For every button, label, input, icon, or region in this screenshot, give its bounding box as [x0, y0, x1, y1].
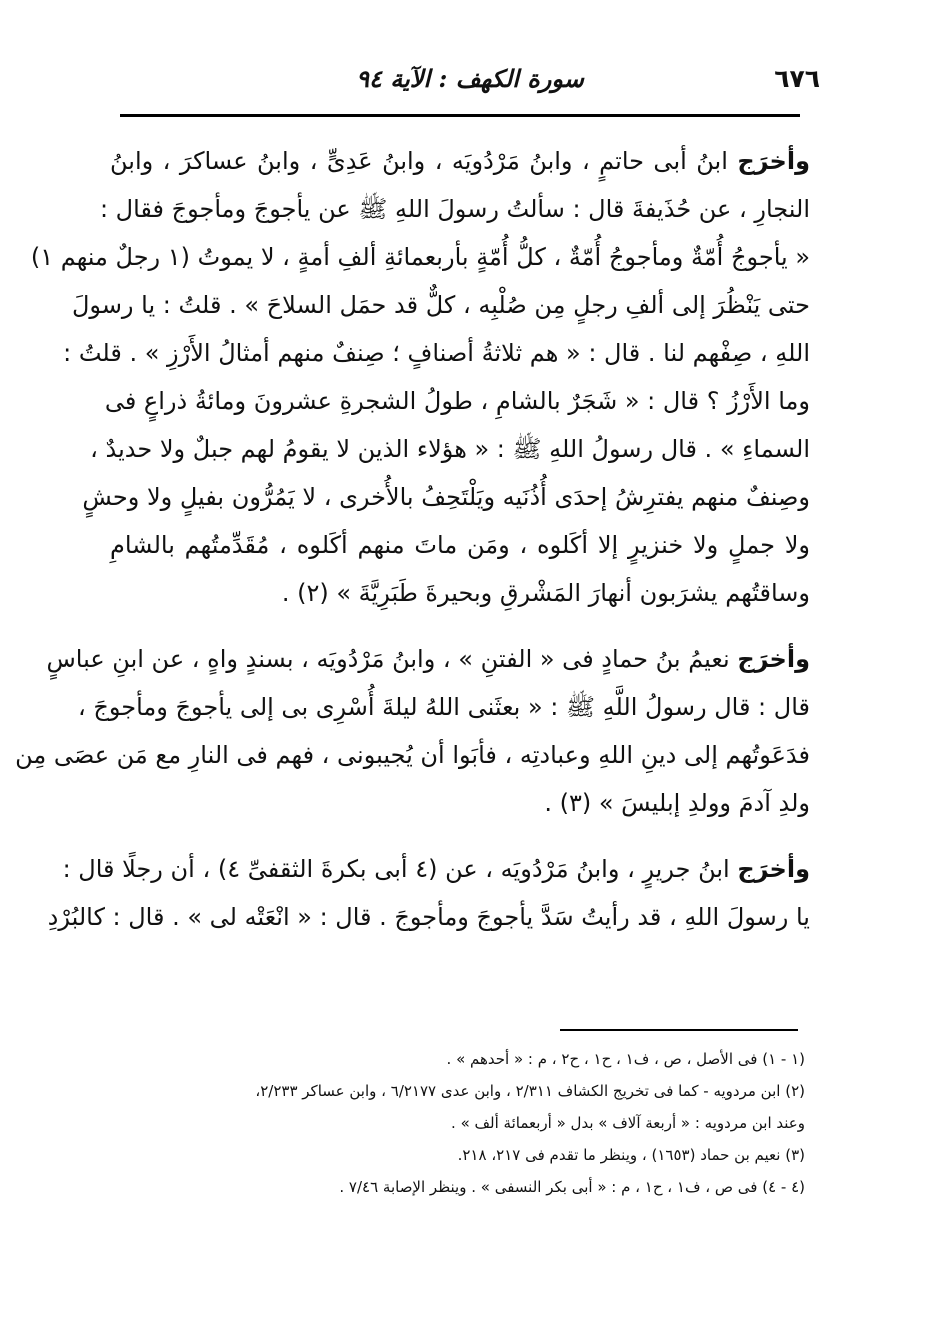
line-text: نعيمُ بنُ حمادٍ فى « الفتنِ » ، وابنُ مَرْدُويَه ، بسندٍ واهٍ ، عن ابنِ عباسٍ [46, 645, 730, 673]
text-line [62, 845, 810, 893]
line-text: ابنُ أبى حاتمٍ ، وابنُ مَرْدُويَه ، وابنُ عَدِىٍّ ، وابنُ عساكرَ ، وابنُ [110, 147, 728, 175]
paragraph [15, 635, 810, 827]
text-line: فدَعَوتُهم إلى دينِ اللهِ وعبادتِه ، فأبَوا أن يُجيبونى ، فهم فى النارِ مع مَن عصَى مِن [15, 741, 810, 769]
footnote: وعند ابن مردويه : « أربعة آلاف » بدل « أربعمائة ألف » . [451, 1114, 805, 1132]
text-line [46, 635, 810, 683]
paragraph-lead: وأخرَج [737, 645, 810, 673]
text-line: يا رسولَ اللهِ ، قد رأيتُ سَدَّ يأجوجَ ومأجوجَ . قال : « انْعَتْه لى » . قال : كالبُرْدِ [47, 903, 810, 931]
page-header [120, 58, 820, 108]
text-line: ولدِ آدمَ وولدِ إبليسَ » (٣) . [544, 789, 810, 817]
paragraph-lead: وأخرَج [737, 147, 810, 175]
text-line: ولا جملٍ ولا خنزيرٍ إلا أكَلوه ، ومَن ماتَ منهم أكَلوه ، مُقَدِّمتُهم بالشامِ [110, 531, 810, 559]
footnote: (٤ - ٤) فى ص ، ف١ ، ح١ ، م : « أبى بكر النسفى » . وينظر الإصابة ٧/٤٦ . [339, 1178, 805, 1196]
text-line: السماءِ » . قال رسولُ اللهِ ﷺ : « هؤلاء الذين لا يقومُ لهم جبلٌ ولا حديدٌ ، [90, 435, 810, 463]
line-text: ابنُ جريرٍ ، وابنُ مَرْدُويَه ، عن (٤ أبى بكرةَ الثقفىِّ ٤) ، أن رجلًا قال : [62, 855, 730, 883]
main-text [15, 137, 810, 959]
text-line: قال : قال رسولُ اللَّهِ ﷺ : « بعثَنى اللهُ ليلةَ أُسْرِى بى إلى يأجوجَ ومأجوجَ ، [77, 693, 810, 721]
footnote: (٢) ابن مردويه - كما فى تخريج الكشاف ٢/٣١١ ، وابن عدى ٦/٢١٧٧ ، وابن عساكر ٢/٢٣٣، [255, 1082, 805, 1100]
footnote: (٣) نعيم بن حماد (١٦٥٣) ، وينظر ما تقدم فى ٢١٧، ٢١٨. [457, 1146, 805, 1164]
page-number: ٦٧٦ [774, 64, 820, 93]
paragraph-lead: وأخرَج [737, 855, 810, 883]
text-line: النجارِ ، عن حُذَيفةَ قال : سألتُ رسولَ اللهِ ﷺ عن يأجوجَ ومأجوجَ فقال : [99, 195, 810, 223]
text-line: وما الأَرْزُ ؟ قال : « شَجَرٌ بالشامِ ، طولُ الشجرةِ عشرونَ ومائةُ ذراعٍ فى [104, 387, 810, 415]
footnote: (١ - ١) فى الأصل ، ص ، ف١ ، ح١ ، ح٢ ، م : « أحدهم » . [446, 1050, 805, 1068]
text-line: وصِنفٌ منهم يفترِشُ إحدَى أُذُنَيه ويَلْتَحِفُ بالأُخرى ، لا يَمُرُّون بفيلٍ ولا وحشٍ [82, 483, 810, 511]
text-line [110, 137, 810, 185]
paragraph [30, 137, 810, 617]
footnote-rule [560, 1029, 798, 1031]
footnotes [105, 1043, 805, 1203]
header-rule [120, 114, 800, 117]
paragraph [47, 845, 810, 941]
text-line: حتى يَنْظُرَ إلى ألفِ رجلٍ مِن صُلْبِه ، كلٌّ قد حمَل السلاحَ » . قلتُ : يا رسولَ [71, 291, 810, 319]
text-line: اللهِ ، صِفْهم لنا . قال : « هم ثلاثةُ أصنافٍ ؛ صِنفٌ منهم أمثالُ الأَرْزِ » . قلتُ : [63, 339, 810, 367]
text-line: « يأجوجُ أُمّةٌ ومأجوجُ أُمّةٌ ، كلُّ أُمّةٍ بأربعمائةِ ألفِ أمةٍ ، لا يموتُ (١ رجلٌ منهم ١) [30, 243, 810, 271]
running-title: سورة الكهف : الآية ٩٤ [356, 64, 584, 93]
text-line: وساقتُهم يشرَبون أنهارَ المَشْرقِ وبحيرةَ طَبَرِيَّةَ » (٢) . [281, 579, 810, 607]
